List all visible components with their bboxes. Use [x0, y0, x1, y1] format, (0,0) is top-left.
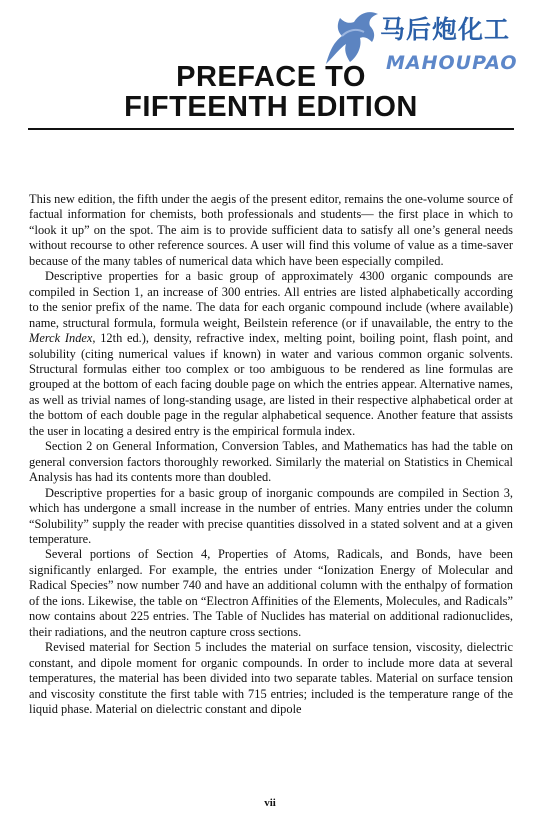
- paragraph-5: Several portions of Section 4, Properties of Atoms, Radicals, and Bonds, have been significantly enlarged. For example, the entries under “Ionization Energy of Molecular and Radical Species” now number 740 and have an additional column with the enthalpy of formation of the ions. Likewise, the table on “Electron Affinities of the Elements, Molecules, and Radicals” now contains about 225 entries. The Table of Nuclides has material on additional radionuclides, their radiations, and the neutron capture cross sections.: [29, 547, 513, 639]
- preface-body: [29, 192, 513, 717]
- page-number: vii: [264, 797, 276, 809]
- paragraph-4: Descriptive properties for a basic group of inorganic compounds are compiled in Section 3, which has undergone a small increase in the number of entries. Many entries under the column “Solubility” supply the reader with precise quantities dissolved in a stated solvent and at a given temperature.: [29, 485, 513, 546]
- watermark-text-en: MAHOUPAO: [386, 52, 518, 74]
- paragraph-6: Revised material for Section 5 includes the material on surface tension, viscosity, dielectric constant, and dipole moment for organic compounds. In order to include more data at several temperatures, the material has been divided into two separate tables. Material on surface tension and viscosity constitute the first table with 715 entries; included is the temperature range of the liquid phase. Material on dielectric constant and dipole: [29, 640, 513, 716]
- title-rule: [28, 128, 514, 130]
- paragraph-3: Section 2 on General Information, Conversion Tables, and Mathematics has had the table on general conversion factors thoroughly reworked. Similarly the material on Statistics in Chemical Analysis has had its contents more than doubled.: [29, 439, 513, 485]
- paragraph-1: This new edition, the fifth under the aegis of the present editor, remains the one-volume source of factual information for chemists, both professionals and students— the first place in which to “look it up” on the spot. The aim is to provide sufficient data to satisfy all one’s general needs without recourse to other reference sources. A user will find this volume of value as a time-saver because of the many tables of numerical data which have been especially compiled.: [29, 192, 513, 268]
- watermark-text-cn: 马后炮化工: [380, 15, 511, 44]
- title-line-2: FIFTEENTH EDITION: [124, 91, 418, 123]
- page-title: [28, 62, 514, 122]
- paragraph-2: Descriptive properties for a basic group of approximately 4300 organic compounds are compiled in Section 1, an increase of 300 entries. All entries are listed alphabetically according to the senior prefix of the name. The data for each organic compound include (where available) name, structural formula, formula weight, Beilstein reference (or if unavailable, the entry to the Merck Index, 12th ed.), density, refractive index, melting point, boiling point, flash point, and solubility (citing numerical values if known) in water and various common organic solvents. Structural formulas either too complex or too ambiguous to be rendered as line formulas are grouped at the bottom of each facing double page on which the entries appear. Alternative names, as well as trivial names of long-standing usage, are listed in their respective alphabetical order at the bottom of each double page in the regular alphabetical sequence. Another feature that assists the user in locating a desired entry is the empirical formula index.: [29, 269, 513, 438]
- title-line-1: PREFACE TO: [176, 61, 366, 93]
